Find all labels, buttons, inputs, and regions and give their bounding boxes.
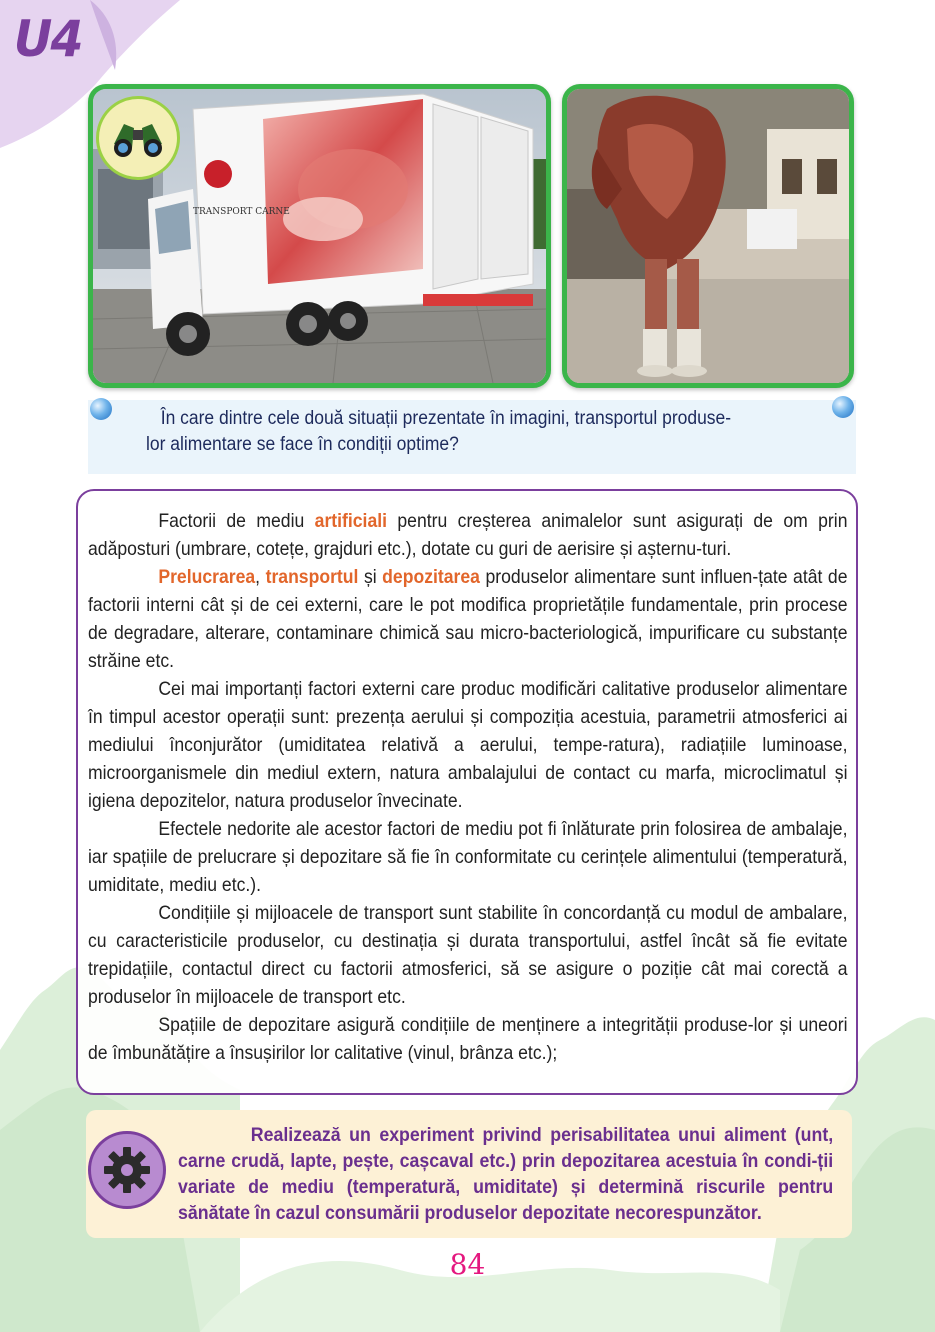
main-text-box [76,489,858,1095]
paragraph-5: Condițiile și mijloacele de transport sunt stabilite în concordanță cu modul de ambalare, cu caracteristicile produselor, cu destinația și durata transportului, astfel încât să fie evitate trepidațiile, contactul direct cu factorii atmosferici, să se asigure o poziție cât mai corectă a produselor în mijloacele de transport etc. [88,902,848,1008]
paragraph-6: Spațiile de depozitare asigură condițiile de menținere a integrității produse-lor și uneori de îmbunătățire a însușirilor lor calitative (vinul, brânza etc.); [88,1014,848,1064]
task-box [86,1110,852,1238]
highlight-artificiali: artificiali [314,510,387,532]
p2-text-after: produselor alimentare sunt influen-țate atât de factorii interni cât și de cei externi, care le pot modifica proprietățile fundamentale, prin procese de degradare, alterare, contaminare chimică sau micro-bacteriologică, impurificare cu substanțe străine etc. [88,566,848,672]
main-text [88,507,847,1067]
p2-sep-2: și [358,566,383,588]
highlight-prelucrarea: Prelucrarea [158,566,256,588]
p2-sep-1: , [255,566,266,588]
truck-brand-text: TRANSPORT CARNE [193,207,290,217]
p1-text-before: Factorii de mediu [158,510,315,532]
highlight-depozitarea: depozitarea [382,566,480,588]
binoculars-badge [96,96,180,180]
paragraph-3: Cei mai importanți factori externi care produc modificări calitative produselor alimentare în timpul acestor operații sunt: prezența aerului și compoziția acestuia, parametrii atmosferici ai mediului înconjurător (umiditatea relativă a aerului, tempe-ratura), radiațiile luminoase, microorganismele din mediul extern, natura ambalajului de contact cu marfa, microclimatul și igiena depozitelor, natura produselor învecinate. [88,678,848,812]
paragraph-1 [88,507,847,563]
unit-label: U4 [13,10,82,68]
bullet-icon-right [832,396,854,418]
question-line-1: În care dintre cele două situații prezentate în imagini, transportul produse- [160,408,732,429]
bullet-icon-left [90,398,112,420]
question-box [88,400,856,474]
gear-icon [102,1145,152,1195]
question-line-2: lor alimentare se face în condiții optime? [146,434,459,455]
binoculars-icon [110,118,166,158]
paragraph-2 [88,563,847,675]
question-text [146,406,781,458]
page-number: 84 [449,1248,486,1281]
highlight-transportul: transportul [265,566,359,588]
gear-badge [88,1131,166,1209]
paragraph-4: Efectele nedorite ale acestor factori de mediu pot fi înlăturate prin folosirea de ambalaje, iar spațiile de prelucrare și depozitare să fie în conformitate cu cerințele alimentului (temperatură, umiditate, mediu etc.). [88,818,848,896]
task-text [178,1122,833,1226]
photo-man-carrying-meat [562,84,854,388]
p1-text-after: pentru creșterea animalelor sunt asigurați de om prin adăposturi (umbrare, cotețe, grajduri etc.), dotate cu guri de aerisire și așternu-turi. [88,510,848,560]
task-text-content: Realizează un experiment privind perisabilitatea unui aliment (unt, carne crudă, lapte, pește, cașcaval etc.) prin depozitarea acestuia în condi-ții variate de mediu (temperatură, umiditate) și determină riscurile pentru sănătate în cazul consumării produselor depozitate necorespunzător. [178,1124,834,1224]
